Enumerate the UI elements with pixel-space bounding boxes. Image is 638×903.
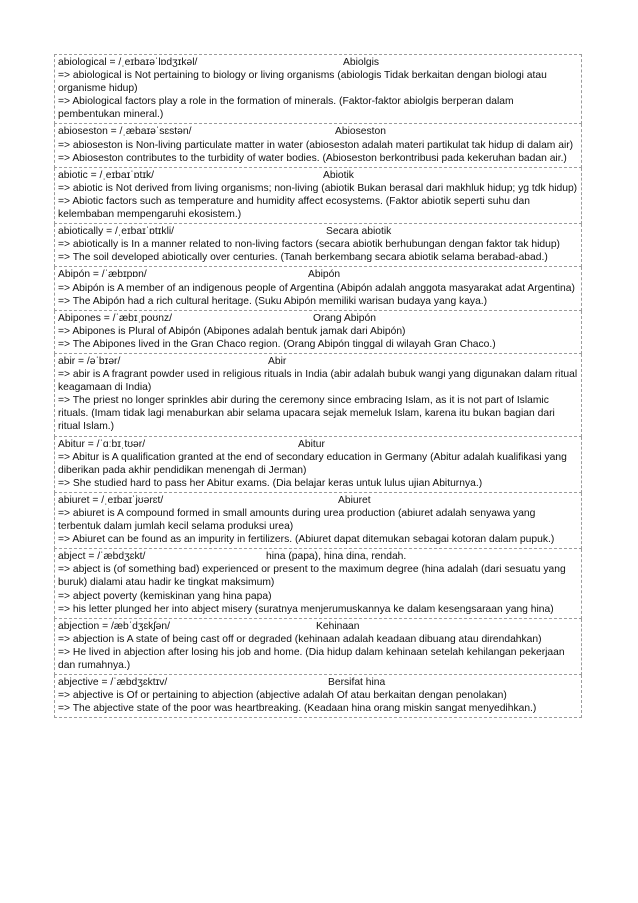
translation: Abitur — [298, 438, 325, 450]
entry-header — [58, 494, 578, 507]
example-line: => Abiuret can be found as an impurity in fertilizers. (Abiuret dapat ditemukan sebagai kotoran dalam pupuk.) — [58, 534, 555, 546]
translation: Kehinaan — [316, 620, 360, 632]
headword: abject = /ˈæbdʒɛkt/ — [58, 551, 146, 563]
definition-line: => abjection is A state of being cast off or degraded (kehinaan adalah keadaan dibuang atau direndahkan) — [58, 633, 542, 645]
entry-header — [58, 312, 578, 325]
translation: Bersifat hina — [328, 677, 386, 689]
dictionary-entry — [54, 437, 582, 493]
example-line: => The soil developed abiotically over centuries. (Tanah berkembang secara abiotik selama berabad-abad.) — [58, 252, 548, 264]
dictionary-entry — [54, 311, 582, 354]
example-line: => The priest no longer sprinkles abir during the ceremony since embracing Islam, as it is not part of Islamic rituals. (Imam tidak lagi menaburkan abir selama upacara sejak memeluk Islam, karena itu bukan bagian dari ritual Islam.) — [58, 395, 555, 433]
headword: Abipón = /ˈæbɪpɒn/ — [58, 269, 147, 281]
translation: Abipón — [308, 269, 341, 281]
translation: Secara abiotik — [326, 226, 392, 238]
example-line: => He lived in abjection after losing his job and home. (Dia hidup dalam kehinaan setelah kehilangan pekerjaan dan rumahnya.) — [58, 646, 565, 672]
example-line: => his letter plunged her into abject misery (suratnya menjerumuskannya ke dalam kesengsaraan yang hina) — [58, 603, 554, 615]
dictionary-entry — [54, 493, 582, 549]
entry-header — [58, 620, 578, 633]
dictionary-entry — [54, 168, 582, 224]
entry-header — [58, 268, 578, 281]
dictionary-entry — [54, 619, 582, 675]
translation: Orang Abipón — [313, 312, 376, 324]
example-line: => Abiological factors play a role in the formation of minerals. (Faktor-faktor abiolgis berperan dalam pembentukan mineral.) — [58, 96, 514, 121]
entry-header — [58, 169, 578, 182]
entry-header — [58, 225, 578, 238]
dictionary-entry — [54, 549, 582, 618]
definition-line: => abir is A fragrant powder used in religious rituals in India (abir adalah bubuk wangi yang digunakan dalam ritual keagamaan di India) — [58, 369, 578, 394]
entry-header — [58, 676, 578, 689]
headword: abioseston = /ˌæbaɪəˈsɛstən/ — [58, 126, 192, 138]
headword: Abipones = /ˈæbɪˌpoʊnz/ — [58, 312, 172, 324]
entry-header — [58, 56, 578, 69]
definition-line: => abiotic is Not derived from living organisms; non-living (abiotik Bukan berasal dari makhluk hidup; yg tdk hidup) — [58, 182, 578, 194]
headword: abjection = /æbˈdʒɛkʃən/ — [58, 620, 170, 632]
example-line: => The Abipón had a rich cultural heritage. (Suku Abipón memiliki warisan budaya yang kaya.) — [58, 295, 488, 307]
headword: abiotic = /ˌeɪbaɪˈɒtɪk/ — [58, 169, 154, 181]
definition-line: => Abipón is A member of an indigenous people of Argentina (Abipón adalah anggota masyarakat adat Argentina) — [58, 282, 575, 294]
headword: abir = /əˈbɪər/ — [58, 355, 121, 367]
translation: hina (papa), hina dina, rendah. — [266, 551, 407, 563]
example-line: => She studied hard to pass her Abitur exams. (Dia belajar keras untuk lulus ujian Abiturnya.) — [58, 477, 483, 489]
entry-header — [58, 125, 578, 138]
definition-line: => abject is (of something bad) experienced or present to the maximum degree (hina adalah (dari sesuatu yang buruk) dialami atau hadir ke tingkat maksimum) — [58, 564, 566, 589]
translation: Abir — [268, 355, 287, 367]
translation: Abioseston — [335, 126, 386, 138]
dictionary-entry — [54, 675, 582, 718]
example-line: => Abioseston contributes to the turbidity of water bodies. (Abioseston berkontribusi pada kekeruhan badan air.) — [58, 152, 567, 164]
dictionary-entry — [54, 224, 582, 267]
definition-line: => abioseston is Non-living particulate matter in water (abioseston adalah materi partikulat tak hidup di dalam air) — [58, 139, 574, 151]
example-line: => abject poverty (kemiskinan yang hina papa) — [58, 590, 272, 602]
example-line: => The abjective state of the poor was heartbreaking. (Keadaan hina orang miskin sangat menyedihkan.) — [58, 703, 537, 715]
translation: Abiolgis — [343, 57, 380, 68]
entry-header — [58, 438, 578, 451]
headword: abiological = /ˌeɪbaɪəˈlɒdʒɪkəl/ — [58, 57, 198, 68]
headword: Abitur = /ˈɑːbɪˌtʊər/ — [58, 438, 146, 450]
translation: Abiuret — [338, 494, 371, 506]
dictionary-entry — [54, 124, 582, 167]
example-line: => Abiotic factors such as temperature and humidity affect ecosystems. (Faktor abiotik seperti suhu dan kelembaban mempengaruhi ekosistem.) — [58, 195, 530, 221]
dictionary-entry — [54, 267, 582, 310]
definition-line: => abiotically is In a manner related to non-living factors (secara abiotik berhubungan dengan faktor tak hidup) — [58, 239, 560, 251]
example-line: => The Abipones lived in the Gran Chaco region. (Orang Abipón tinggal di wilayah Gran Chaco.) — [58, 338, 496, 350]
translation: Abiotik — [323, 169, 354, 181]
definition-line: => abiological is Not pertaining to biology or living organisms (abiologis Tidak berkaitan dengan biologi atau organisme hidup) — [58, 70, 547, 95]
dictionary-entry — [54, 54, 582, 124]
dictionary-page — [54, 54, 582, 718]
definition-line: => Abitur is A qualification granted at the end of secondary education in Germany (Abitur adalah kualifikasi yang diberikan pada akhir pendidikan menengah di Jerman) — [58, 451, 567, 476]
definition-line: => abjective is Of or pertaining to abjection (abjective adalah Of atau berkaitan dengan penolakan) — [58, 690, 507, 702]
dictionary-entry — [54, 354, 582, 437]
entry-header — [58, 550, 578, 563]
entry-header — [58, 355, 578, 368]
headword: abiotically = /ˌeɪbaɪˈɒtɪkli/ — [58, 226, 175, 238]
definition-line: => abiuret is A compound formed in small amounts during urea production (abiuret adalah senyawa yang terbentuk dalam jumlah kecil selama produksi urea) — [58, 508, 536, 533]
headword: abiuret = /ˌeɪbaɪˈjʊərɛt/ — [58, 494, 164, 506]
headword: abjective = /ˈæbdʒɛktɪv/ — [58, 677, 168, 689]
definition-line: => Abipones is Plural of Abipón (Abipones adalah bentuk jamak dari Abipón) — [58, 325, 406, 337]
